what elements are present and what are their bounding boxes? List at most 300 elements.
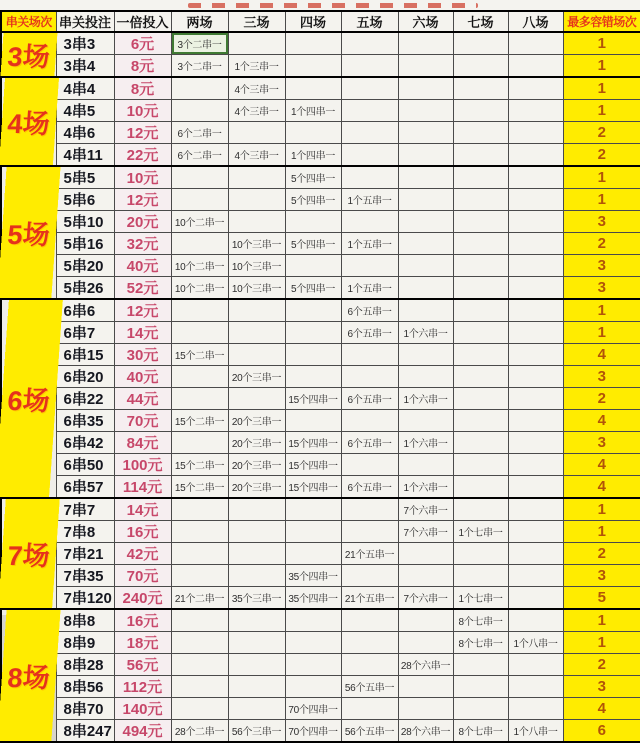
combo-cell[interactable]: 6个五串一 (341, 299, 398, 322)
combo-cell[interactable] (341, 410, 398, 432)
cost-cell[interactable]: 14元 (114, 322, 171, 344)
combo-cell[interactable] (508, 543, 563, 565)
bet-cell[interactable]: 6串57 (56, 476, 114, 499)
combo-cell[interactable] (285, 410, 341, 432)
combo-cell[interactable]: 28个六串一 (398, 720, 453, 743)
combo-cell[interactable]: 10个二串一 (171, 277, 228, 300)
combo-cell[interactable] (398, 233, 453, 255)
cost-cell[interactable]: 56元 (114, 654, 171, 676)
combo-cell[interactable] (508, 565, 563, 587)
bet-cell[interactable]: 4串11 (56, 144, 114, 167)
combo-cell[interactable] (285, 344, 341, 366)
bet-cell[interactable]: 5串6 (56, 189, 114, 211)
combo-cell[interactable]: 20个三串一 (228, 366, 285, 388)
combo-cell[interactable] (508, 77, 563, 100)
combo-cell[interactable] (398, 698, 453, 720)
combo-cell[interactable]: 56个五串一 (341, 720, 398, 743)
combo-cell[interactable] (453, 255, 508, 277)
combo-cell[interactable] (341, 255, 398, 277)
combo-cell[interactable] (453, 498, 508, 521)
combo-cell[interactable] (508, 698, 563, 720)
cost-cell[interactable]: 20元 (114, 211, 171, 233)
combo-cell[interactable] (453, 388, 508, 410)
combo-cell[interactable]: 5个四串一 (285, 233, 341, 255)
combo-cell[interactable] (285, 55, 341, 78)
tolerance-cell[interactable]: 2 (563, 122, 640, 144)
combo-cell[interactable] (508, 410, 563, 432)
tolerance-cell[interactable]: 2 (563, 144, 640, 167)
cost-cell[interactable]: 16元 (114, 521, 171, 543)
combo-cell[interactable]: 6个五串一 (341, 476, 398, 499)
combo-cell[interactable] (508, 676, 563, 698)
tolerance-cell[interactable]: 4 (563, 410, 640, 432)
combo-cell[interactable]: 3个二串一 (171, 32, 228, 55)
group-label-7场[interactable]: 7场 (0, 498, 60, 609)
combo-cell[interactable] (341, 698, 398, 720)
combo-cell[interactable] (228, 166, 285, 189)
combo-cell[interactable] (341, 32, 398, 55)
combo-cell[interactable] (285, 609, 341, 632)
combo-cell[interactable]: 1个四串一 (285, 100, 341, 122)
combo-cell[interactable]: 10个三串一 (228, 255, 285, 277)
combo-cell[interactable] (453, 122, 508, 144)
combo-cell[interactable] (341, 654, 398, 676)
tolerance-cell[interactable]: 1 (563, 32, 640, 55)
combo-cell[interactable] (398, 55, 453, 78)
header-2-matches[interactable]: 两场 (171, 11, 228, 32)
cost-cell[interactable]: 240元 (114, 587, 171, 610)
cost-cell[interactable]: 10元 (114, 166, 171, 189)
combo-cell[interactable] (453, 432, 508, 454)
combo-cell[interactable] (398, 543, 453, 565)
combo-cell[interactable] (453, 322, 508, 344)
combo-cell[interactable] (228, 609, 285, 632)
combo-cell[interactable]: 1个六串一 (398, 432, 453, 454)
combo-cell[interactable]: 8个七串一 (453, 632, 508, 654)
tolerance-cell[interactable]: 1 (563, 77, 640, 100)
combo-cell[interactable]: 70个四串一 (285, 698, 341, 720)
header-unit-stake[interactable]: 一倍投入 (114, 11, 171, 32)
group-label-6场[interactable]: 6场 (0, 299, 63, 498)
bet-cell[interactable]: 6串35 (56, 410, 114, 432)
combo-cell[interactable] (398, 255, 453, 277)
combo-cell[interactable]: 6个五串一 (341, 388, 398, 410)
tolerance-cell[interactable]: 2 (563, 654, 640, 676)
combo-cell[interactable] (228, 344, 285, 366)
bet-cell[interactable]: 5串16 (56, 233, 114, 255)
bet-cell[interactable]: 4串6 (56, 122, 114, 144)
combo-cell[interactable] (171, 77, 228, 100)
combo-cell[interactable] (398, 344, 453, 366)
combo-cell[interactable]: 1个六串一 (398, 476, 453, 499)
combo-cell[interactable]: 15个二串一 (171, 476, 228, 499)
combo-cell[interactable]: 1个七串一 (453, 587, 508, 610)
tolerance-cell[interactable]: 3 (563, 366, 640, 388)
combo-cell[interactable] (508, 166, 563, 189)
cost-cell[interactable]: 32元 (114, 233, 171, 255)
combo-cell[interactable]: 1个六串一 (398, 388, 453, 410)
combo-cell[interactable] (453, 189, 508, 211)
combo-cell[interactable] (398, 676, 453, 698)
combo-cell[interactable] (341, 166, 398, 189)
combo-cell[interactable] (228, 676, 285, 698)
tolerance-cell[interactable]: 5 (563, 587, 640, 610)
bet-cell[interactable]: 6串42 (56, 432, 114, 454)
tolerance-cell[interactable]: 3 (563, 565, 640, 587)
combo-cell[interactable] (453, 676, 508, 698)
combo-cell[interactable] (453, 55, 508, 78)
bet-cell[interactable]: 7串35 (56, 565, 114, 587)
combo-cell[interactable] (508, 498, 563, 521)
combo-cell[interactable] (398, 144, 453, 167)
combo-cell[interactable] (398, 100, 453, 122)
combo-cell[interactable] (453, 77, 508, 100)
combo-cell[interactable] (508, 476, 563, 499)
combo-cell[interactable] (508, 189, 563, 211)
combo-cell[interactable] (228, 565, 285, 587)
combo-cell[interactable] (171, 543, 228, 565)
combo-cell[interactable] (341, 521, 398, 543)
combo-cell[interactable] (508, 609, 563, 632)
combo-cell[interactable] (228, 632, 285, 654)
cost-cell[interactable]: 84元 (114, 432, 171, 454)
combo-cell[interactable] (285, 122, 341, 144)
combo-cell[interactable] (508, 521, 563, 543)
combo-cell[interactable] (171, 521, 228, 543)
combo-cell[interactable]: 20个三串一 (228, 454, 285, 476)
combo-cell[interactable] (508, 233, 563, 255)
tolerance-cell[interactable]: 1 (563, 632, 640, 654)
combo-cell[interactable]: 1个三串一 (228, 55, 285, 78)
combo-cell[interactable] (171, 299, 228, 322)
combo-cell[interactable] (341, 565, 398, 587)
cost-cell[interactable]: 114元 (114, 476, 171, 499)
group-label-3场[interactable]: 3场 (0, 32, 58, 77)
combo-cell[interactable] (453, 211, 508, 233)
tolerance-cell[interactable]: 4 (563, 454, 640, 476)
combo-cell[interactable] (341, 211, 398, 233)
cost-cell[interactable]: 12元 (114, 189, 171, 211)
combo-cell[interactable] (341, 144, 398, 167)
combo-cell[interactable] (171, 432, 228, 454)
tolerance-cell[interactable]: 1 (563, 55, 640, 78)
combo-cell[interactable] (171, 654, 228, 676)
tolerance-cell[interactable]: 1 (563, 299, 640, 322)
tolerance-cell[interactable]: 2 (563, 543, 640, 565)
bet-cell[interactable]: 6串50 (56, 454, 114, 476)
cost-cell[interactable]: 16元 (114, 609, 171, 632)
combo-cell[interactable] (508, 211, 563, 233)
combo-cell[interactable] (453, 565, 508, 587)
tolerance-cell[interactable]: 1 (563, 166, 640, 189)
header-max-error-tolerance[interactable]: 最多容错场次 (563, 11, 640, 32)
combo-cell[interactable] (398, 189, 453, 211)
tolerance-cell[interactable]: 1 (563, 322, 640, 344)
combo-cell[interactable] (398, 366, 453, 388)
bet-cell[interactable]: 5串10 (56, 211, 114, 233)
cost-cell[interactable]: 42元 (114, 543, 171, 565)
cost-cell[interactable]: 494元 (114, 720, 171, 743)
combo-cell[interactable] (453, 454, 508, 476)
cost-cell[interactable]: 12元 (114, 299, 171, 322)
combo-cell[interactable]: 6个二串一 (171, 144, 228, 167)
header-6-matches[interactable]: 六场 (398, 11, 453, 32)
bet-cell[interactable]: 7串8 (56, 521, 114, 543)
bet-cell[interactable]: 5串5 (56, 166, 114, 189)
combo-cell[interactable]: 15个二串一 (171, 454, 228, 476)
combo-cell[interactable] (341, 55, 398, 78)
combo-cell[interactable] (341, 100, 398, 122)
combo-cell[interactable]: 35个三串一 (228, 587, 285, 610)
combo-cell[interactable] (453, 366, 508, 388)
combo-cell[interactable] (228, 654, 285, 676)
combo-cell[interactable] (508, 32, 563, 55)
bet-cell[interactable]: 7串120 (56, 587, 114, 610)
combo-cell[interactable]: 20个三串一 (228, 432, 285, 454)
combo-cell[interactable] (171, 609, 228, 632)
cost-cell[interactable]: 40元 (114, 366, 171, 388)
bet-cell[interactable]: 3串3 (56, 32, 114, 55)
combo-cell[interactable] (228, 498, 285, 521)
combo-cell[interactable] (285, 498, 341, 521)
cost-cell[interactable]: 12元 (114, 122, 171, 144)
combo-cell[interactable] (171, 100, 228, 122)
combo-cell[interactable] (453, 654, 508, 676)
combo-cell[interactable]: 15个四串一 (285, 476, 341, 499)
bet-cell[interactable]: 5串20 (56, 255, 114, 277)
bet-cell[interactable]: 8串8 (56, 609, 114, 632)
combo-cell[interactable]: 1个五串一 (341, 233, 398, 255)
combo-cell[interactable]: 10个二串一 (171, 255, 228, 277)
combo-cell[interactable] (453, 543, 508, 565)
bet-cell[interactable]: 4串5 (56, 100, 114, 122)
combo-cell[interactable] (398, 166, 453, 189)
combo-cell[interactable] (508, 55, 563, 78)
tolerance-cell[interactable]: 2 (563, 233, 640, 255)
combo-cell[interactable] (228, 299, 285, 322)
group-label-4场[interactable]: 4场 (0, 77, 59, 166)
combo-cell[interactable] (508, 122, 563, 144)
combo-cell[interactable] (341, 77, 398, 100)
bet-cell[interactable]: 8串70 (56, 698, 114, 720)
cost-cell[interactable]: 18元 (114, 632, 171, 654)
combo-cell[interactable]: 15个四串一 (285, 432, 341, 454)
combo-cell[interactable]: 15个四串一 (285, 388, 341, 410)
combo-cell[interactable]: 7个六串一 (398, 587, 453, 610)
combo-cell[interactable]: 70个四串一 (285, 720, 341, 743)
cost-cell[interactable]: 22元 (114, 144, 171, 167)
combo-cell[interactable] (285, 632, 341, 654)
combo-cell[interactable] (398, 454, 453, 476)
group-label-5场[interactable]: 5场 (0, 166, 61, 299)
combo-cell[interactable]: 4个三串一 (228, 77, 285, 100)
combo-cell[interactable] (508, 299, 563, 322)
combo-cell[interactable]: 15个四串一 (285, 454, 341, 476)
combo-cell[interactable]: 28个六串一 (398, 654, 453, 676)
combo-cell[interactable] (341, 454, 398, 476)
combo-cell[interactable] (228, 543, 285, 565)
combo-cell[interactable] (285, 322, 341, 344)
combo-cell[interactable] (171, 632, 228, 654)
tolerance-cell[interactable]: 1 (563, 189, 640, 211)
tolerance-cell[interactable]: 3 (563, 211, 640, 233)
cost-cell[interactable]: 100元 (114, 454, 171, 476)
tolerance-cell[interactable]: 3 (563, 432, 640, 454)
combo-cell[interactable]: 35个四串一 (285, 587, 341, 610)
combo-cell[interactable]: 4个三串一 (228, 144, 285, 167)
combo-cell[interactable] (228, 388, 285, 410)
combo-cell[interactable]: 6个五串一 (341, 322, 398, 344)
combo-cell[interactable] (285, 521, 341, 543)
combo-cell[interactable] (171, 166, 228, 189)
combo-cell[interactable] (285, 676, 341, 698)
combo-cell[interactable] (453, 344, 508, 366)
bet-cell[interactable]: 6串6 (56, 299, 114, 322)
combo-cell[interactable] (285, 32, 341, 55)
group-label-8场[interactable]: 8场 (0, 609, 61, 742)
combo-cell[interactable] (508, 454, 563, 476)
combo-cell[interactable] (508, 366, 563, 388)
combo-cell[interactable]: 15个二串一 (171, 344, 228, 366)
combo-cell[interactable]: 3个二串一 (171, 55, 228, 78)
combo-cell[interactable]: 8个七串一 (453, 609, 508, 632)
combo-cell[interactable] (508, 100, 563, 122)
combo-cell[interactable]: 28个二串一 (171, 720, 228, 743)
bet-cell[interactable]: 6串22 (56, 388, 114, 410)
combo-cell[interactable] (508, 388, 563, 410)
bet-cell[interactable]: 8串9 (56, 632, 114, 654)
combo-cell[interactable] (285, 366, 341, 388)
cost-cell[interactable]: 70元 (114, 410, 171, 432)
combo-cell[interactable] (228, 32, 285, 55)
combo-cell[interactable]: 6个二串一 (171, 122, 228, 144)
combo-cell[interactable] (285, 211, 341, 233)
header-8-matches[interactable]: 八场 (508, 11, 563, 32)
bet-cell[interactable]: 3串4 (56, 55, 114, 78)
combo-cell[interactable] (341, 122, 398, 144)
combo-cell[interactable]: 5个四串一 (285, 277, 341, 300)
bet-cell[interactable]: 7串21 (56, 543, 114, 565)
cost-cell[interactable]: 70元 (114, 565, 171, 587)
tolerance-cell[interactable]: 3 (563, 255, 640, 277)
combo-cell[interactable]: 1个八串一 (508, 632, 563, 654)
combo-cell[interactable]: 1个四串一 (285, 144, 341, 167)
combo-cell[interactable] (508, 144, 563, 167)
combo-cell[interactable] (398, 277, 453, 300)
combo-cell[interactable]: 21个二串一 (171, 587, 228, 610)
combo-cell[interactable] (341, 609, 398, 632)
combo-cell[interactable] (398, 32, 453, 55)
combo-cell[interactable] (341, 632, 398, 654)
header-3-matches[interactable]: 三场 (228, 11, 285, 32)
tolerance-cell[interactable]: 6 (563, 720, 640, 743)
combo-cell[interactable] (453, 299, 508, 322)
combo-cell[interactable] (508, 654, 563, 676)
bet-cell[interactable]: 4串4 (56, 77, 114, 100)
combo-cell[interactable]: 5个四串一 (285, 189, 341, 211)
combo-cell[interactable] (341, 366, 398, 388)
cost-cell[interactable]: 52元 (114, 277, 171, 300)
combo-cell[interactable] (171, 189, 228, 211)
bet-cell[interactable]: 8串28 (56, 654, 114, 676)
tolerance-cell[interactable]: 3 (563, 676, 640, 698)
combo-cell[interactable] (398, 410, 453, 432)
header-5-matches[interactable]: 五场 (341, 11, 398, 32)
combo-cell[interactable] (285, 543, 341, 565)
combo-cell[interactable] (285, 77, 341, 100)
bet-cell[interactable]: 5串26 (56, 277, 114, 300)
combo-cell[interactable]: 1个七串一 (453, 521, 508, 543)
combo-cell[interactable] (341, 498, 398, 521)
combo-cell[interactable] (398, 299, 453, 322)
combo-cell[interactable]: 21个五串一 (341, 543, 398, 565)
combo-cell[interactable] (508, 587, 563, 610)
combo-cell[interactable] (341, 344, 398, 366)
combo-cell[interactable]: 7个六串一 (398, 498, 453, 521)
cost-cell[interactable]: 44元 (114, 388, 171, 410)
header-parlay-rounds[interactable]: 串关场次 (1, 11, 56, 32)
cost-cell[interactable]: 6元 (114, 32, 171, 55)
bet-cell[interactable]: 8串247 (56, 720, 114, 743)
combo-cell[interactable]: 35个四串一 (285, 565, 341, 587)
combo-cell[interactable]: 56个五串一 (341, 676, 398, 698)
combo-cell[interactable] (508, 322, 563, 344)
tolerance-cell[interactable]: 1 (563, 521, 640, 543)
combo-cell[interactable]: 4个三串一 (228, 100, 285, 122)
combo-cell[interactable]: 20个三串一 (228, 410, 285, 432)
combo-cell[interactable] (171, 676, 228, 698)
cost-cell[interactable]: 40元 (114, 255, 171, 277)
combo-cell[interactable] (453, 166, 508, 189)
header-7-matches[interactable]: 七场 (453, 11, 508, 32)
combo-cell[interactable] (508, 277, 563, 300)
combo-cell[interactable] (453, 233, 508, 255)
combo-cell[interactable]: 1个五串一 (341, 277, 398, 300)
combo-cell[interactable] (228, 211, 285, 233)
combo-cell[interactable] (508, 255, 563, 277)
cost-cell[interactable]: 8元 (114, 55, 171, 78)
bet-cell[interactable]: 6串20 (56, 366, 114, 388)
tolerance-cell[interactable]: 4 (563, 344, 640, 366)
combo-cell[interactable] (398, 609, 453, 632)
combo-cell[interactable]: 8个七串一 (453, 720, 508, 743)
tolerance-cell[interactable]: 4 (563, 698, 640, 720)
header-4-matches[interactable]: 四场 (285, 11, 341, 32)
combo-cell[interactable]: 10个三串一 (228, 233, 285, 255)
combo-cell[interactable]: 1个六串一 (398, 322, 453, 344)
combo-cell[interactable] (171, 233, 228, 255)
combo-cell[interactable] (453, 100, 508, 122)
combo-cell[interactable]: 56个三串一 (228, 720, 285, 743)
cost-cell[interactable]: 30元 (114, 344, 171, 366)
bet-cell[interactable]: 6串7 (56, 322, 114, 344)
combo-cell[interactable] (171, 698, 228, 720)
combo-cell[interactable] (398, 122, 453, 144)
combo-cell[interactable] (508, 432, 563, 454)
combo-cell[interactable] (453, 32, 508, 55)
combo-cell[interactable] (453, 410, 508, 432)
combo-cell[interactable]: 10个二串一 (171, 211, 228, 233)
combo-cell[interactable]: 1个八串一 (508, 720, 563, 743)
combo-cell[interactable]: 1个五串一 (341, 189, 398, 211)
combo-cell[interactable]: 7个六串一 (398, 521, 453, 543)
tolerance-cell[interactable]: 1 (563, 609, 640, 632)
bet-cell[interactable]: 6串15 (56, 344, 114, 366)
tolerance-cell[interactable]: 4 (563, 476, 640, 499)
combo-cell[interactable] (453, 144, 508, 167)
combo-cell[interactable] (285, 654, 341, 676)
combo-cell[interactable] (398, 211, 453, 233)
